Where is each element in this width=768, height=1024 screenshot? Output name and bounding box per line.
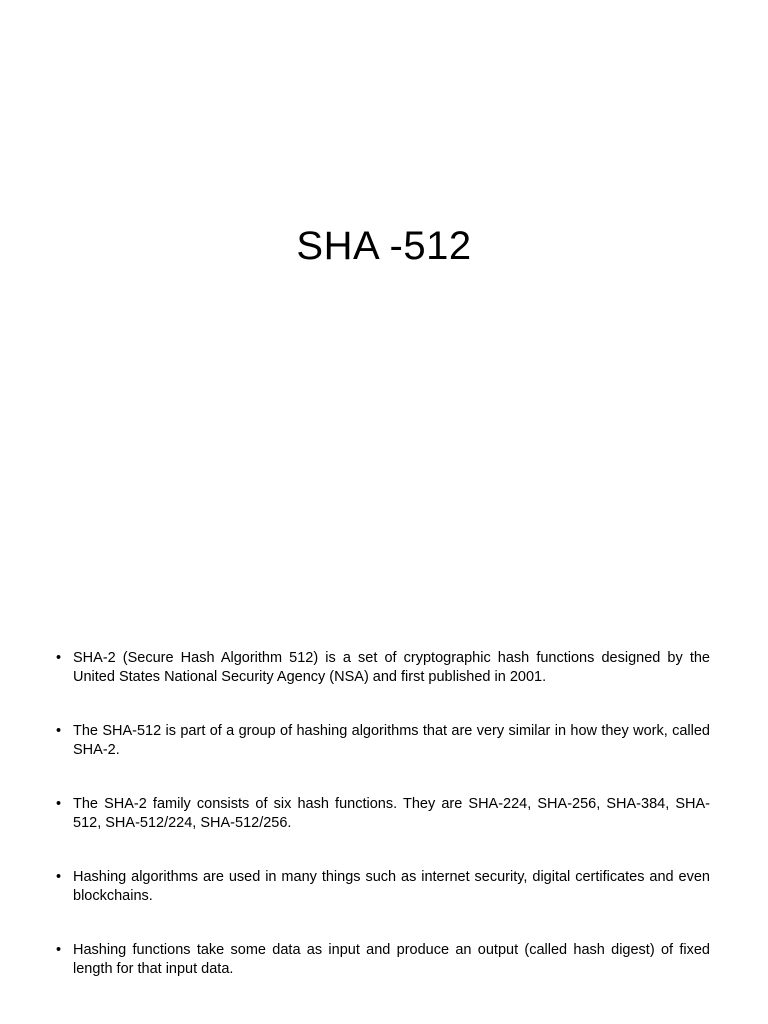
bullet-item bbox=[56, 868, 710, 906]
bullet-dot-icon: • bbox=[56, 942, 62, 958]
slide-title: SHA -512 bbox=[296, 224, 472, 268]
bullet-text: The SHA-512 is part of a group of hashing algorithms that are very similar in how they work, called SHA-2. bbox=[73, 723, 710, 758]
bullet-list bbox=[56, 649, 710, 979]
bullet-item bbox=[56, 795, 710, 833]
bullet-text: The SHA-2 family consists of six hash functions. They are SHA-224, SHA-256, SHA-384, SHA-512, SHA-512/224, SHA-512/256. bbox=[73, 796, 710, 831]
bullet-text: Hashing functions take some data as input and produce an output (called hash digest) of fixed length for that input data. bbox=[73, 942, 710, 977]
bullet-dot-icon: • bbox=[56, 650, 62, 666]
bullet-text: Hashing algorithms are used in many things such as internet security, digital certificates and even blockchains. bbox=[73, 869, 710, 904]
bullet-item bbox=[56, 941, 710, 979]
bullet-dot-icon: • bbox=[56, 869, 62, 885]
bullet-text: SHA-2 (Secure Hash Algorithm 512) is a set of cryptographic hash functions designed by the United States National Security Agency (NSA) and first published in 2001. bbox=[73, 650, 710, 685]
bullet-dot-icon: • bbox=[56, 796, 62, 812]
bullet-item bbox=[56, 649, 710, 687]
bullet-item bbox=[56, 722, 710, 760]
bullet-dot-icon: • bbox=[56, 723, 62, 739]
